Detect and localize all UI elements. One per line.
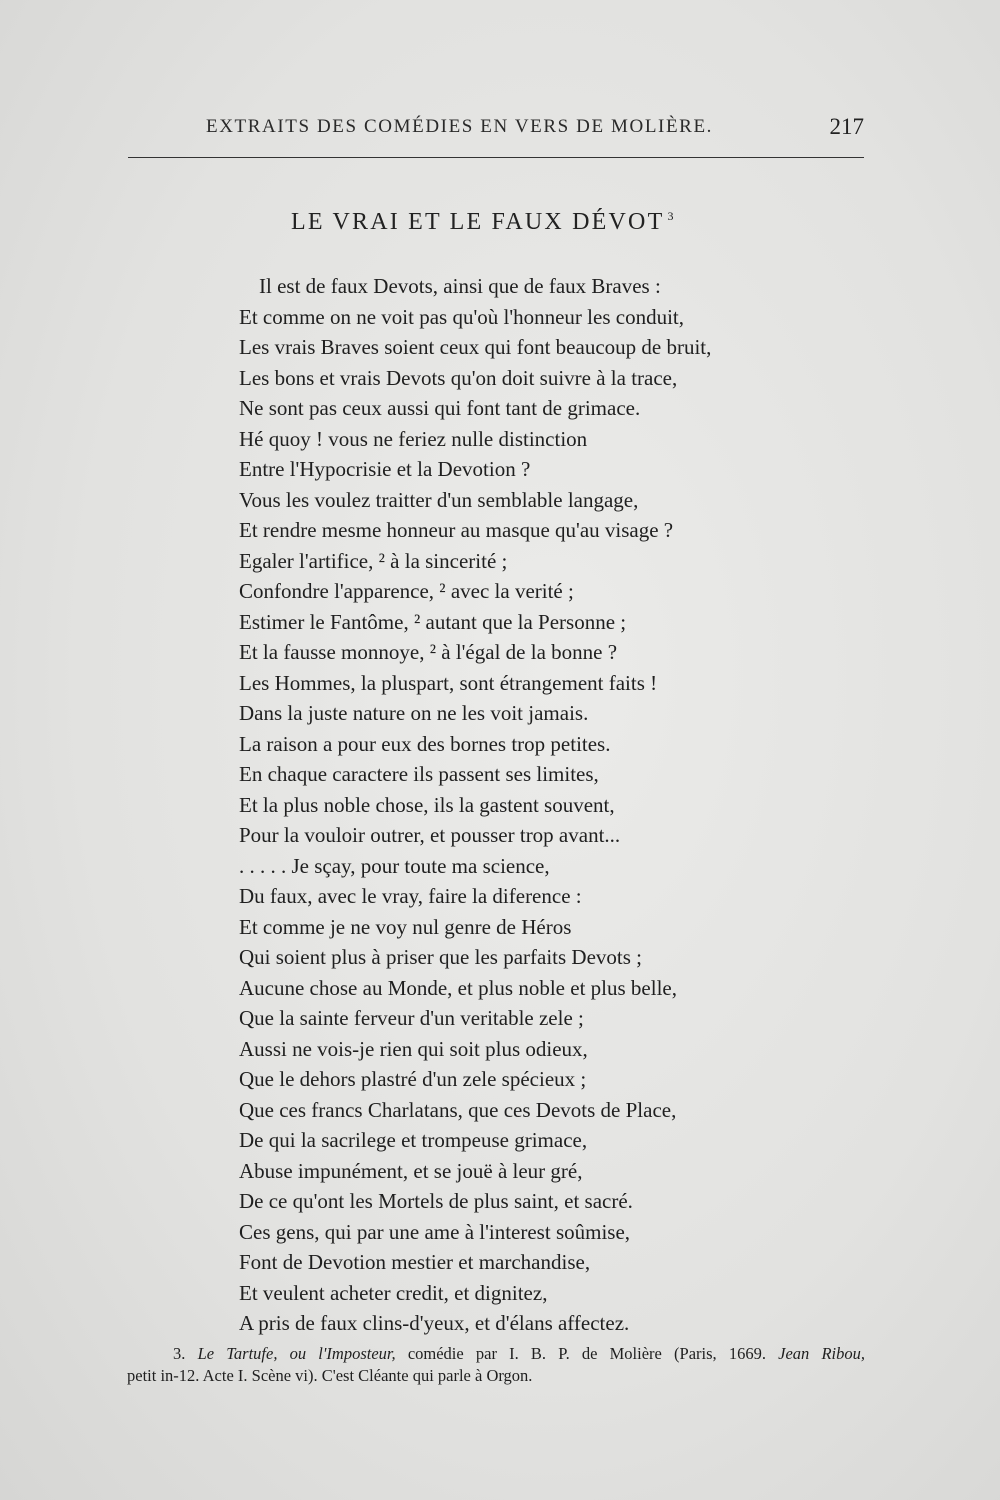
header-rule	[128, 157, 864, 158]
verse-line: Et rendre mesme honneur au masque qu'au visage ?	[239, 518, 674, 542]
verse-line: Ne sont pas ceux aussi qui font tant de grimace.	[239, 396, 641, 420]
verse-line: A pris de faux clins-d'yeux, et d'élans affectez.	[239, 1311, 630, 1335]
verse-line: Et veulent acheter credit, et dignitez,	[239, 1280, 548, 1305]
page-number: 217	[829, 114, 864, 139]
verse-line: Egaler l'artifice, ² à la sincerité ;	[239, 548, 508, 573]
verse-line: Dans la juste nature on ne les voit jamais.	[239, 701, 589, 725]
verse-line: Que le dehors plastré d'un zele spécieux ;	[239, 1067, 587, 1091]
running-head	[128, 114, 864, 144]
verse-line: Abuse impunément, et se jouë à leur gré,	[239, 1158, 583, 1183]
verse-line: Ces gens, qui par une ame à l'interest soûmise,	[239, 1219, 631, 1244]
verse-line: Du faux, avec le vray, faire la diference :	[239, 884, 582, 908]
footnote-publisher: Jean Ribou,	[778, 1344, 866, 1363]
verse-line: Aucune chose au Monde, et plus noble et plus belle,	[239, 975, 677, 1000]
section-title-text: LE VRAI ET LE FAUX DÉVOT	[291, 209, 665, 235]
verse-line: . . . . . Je sçay, pour toute ma science,	[239, 853, 550, 878]
verse-list	[239, 271, 711, 1339]
verse-line: Pour la vouloir outrer, et pousser trop avant...	[239, 823, 621, 847]
footnote	[127, 1343, 865, 1387]
footnote-work-title: Le Tartufe, ou l'Imposteur,	[197, 1344, 396, 1363]
verse-line: Les Hommes, la pluspart, sont étrangement faits !	[239, 670, 658, 695]
verse-line: Confondre l'apparence, ² avec la verité ;	[239, 579, 574, 603]
verse-line: Aussi ne vois-je rien qui soit plus odieux,	[239, 1036, 588, 1061]
verse-line: Il est de faux Devots, ainsi que de faux Braves :	[259, 274, 661, 298]
footnote-line: petit in-12. Acte I. Scène vi). C'est Cléante qui parle à Orgon.	[127, 1366, 533, 1385]
footnote-number: 3.	[173, 1344, 186, 1363]
verse-line: Estimer le Fantôme, ² autant que la Personne ;	[239, 609, 627, 634]
section-title	[291, 209, 673, 236]
verse-line: Les vrais Braves soient ceux qui font beaucoup de bruit,	[239, 335, 712, 359]
verse-line: Qui soient plus à priser que les parfaits Devots ;	[239, 945, 642, 969]
footnote-text: comédie par I. B. P. de Molière (Paris, 1669.	[407, 1344, 766, 1363]
verse-line: Les bons et vrais Devots qu'on doit suivre à la trace,	[239, 365, 678, 390]
verse-line: Et comme je ne voy nul genre de Héros	[239, 914, 572, 939]
verse-line: La raison a pour eux des bornes trop petites.	[239, 731, 611, 756]
running-title: EXTRAITS DES COMÉDIES EN VERS DE MOLIÈRE.	[206, 116, 713, 137]
footnote-reference: 3	[667, 209, 674, 223]
verse-line: Vous les voulez traitter d'un semblable langage,	[239, 487, 639, 512]
verse-line: Et la fausse monnoye, ² à l'égal de la bonne ?	[239, 640, 618, 664]
verse-line: De ce qu'ont les Mortels de plus saint, et sacré.	[239, 1189, 633, 1213]
verse-line: Hé quoy ! vous ne feriez nulle distinction	[239, 426, 588, 451]
footnote-line	[127, 1343, 865, 1365]
verse-line: Entre l'Hypocrisie et la Devotion ?	[239, 457, 531, 481]
verse-line: Font de Devotion mestier et marchandise,	[239, 1250, 591, 1274]
verse-line: En chaque caractere ils passent ses limites,	[239, 762, 599, 786]
verse-line: De qui la sacrilege et trompeuse grimace,	[239, 1128, 588, 1152]
verse-line: Et comme on ne voit pas qu'où l'honneur les conduit,	[239, 304, 684, 329]
verse-line: Que ces francs Charlatans, que ces Devots de Place,	[239, 1097, 677, 1122]
verse-line: Que la sainte ferveur d'un veritable zele ;	[239, 1006, 584, 1030]
verse-line: Et la plus noble chose, ils la gastent souvent,	[239, 792, 615, 817]
